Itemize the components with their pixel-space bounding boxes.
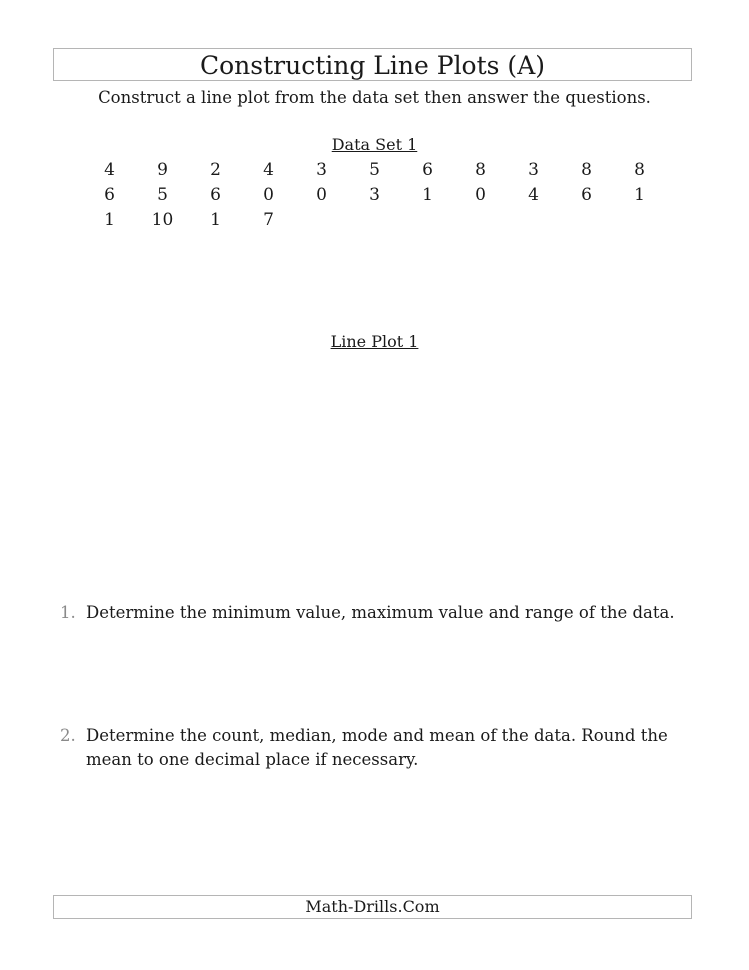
data-value: 3 xyxy=(316,160,327,180)
data-value: 10 xyxy=(151,210,174,230)
line-plot-heading: Line Plot 1 xyxy=(330,332,419,351)
data-value: 8 xyxy=(581,160,592,180)
data-value: 4 xyxy=(104,160,115,180)
question-text: Determine the minimum value, maximum value and range of the data. xyxy=(86,603,675,622)
data-value: 4 xyxy=(263,160,274,180)
data-value: 5 xyxy=(369,160,380,180)
data-value: 9 xyxy=(157,160,168,180)
data-value: 7 xyxy=(263,210,274,230)
data-value: 6 xyxy=(104,185,115,205)
question-1 xyxy=(60,601,680,625)
instructions: Construct a line plot from the data set then answer the questions. xyxy=(98,88,651,107)
data-value: 0 xyxy=(263,185,274,205)
data-value: 6 xyxy=(581,185,592,205)
data-value: 0 xyxy=(316,185,327,205)
data-value: 2 xyxy=(210,160,221,180)
data-value: 6 xyxy=(210,185,221,205)
question-2 xyxy=(60,724,680,772)
data-value: 3 xyxy=(528,160,539,180)
footer: Math-Drills.Com xyxy=(53,895,692,919)
data-value: 4 xyxy=(528,185,539,205)
data-value: 8 xyxy=(634,160,645,180)
data-value: 3 xyxy=(369,185,380,205)
title-box xyxy=(53,48,692,81)
data-set-heading: Data Set 1 xyxy=(331,135,418,154)
data-value: 1 xyxy=(210,210,221,230)
data-value: 5 xyxy=(157,185,168,205)
question-number: 1. xyxy=(60,603,76,622)
data-set-grid xyxy=(83,158,687,233)
data-value: 8 xyxy=(475,160,486,180)
page-title: Constructing Line Plots (A) xyxy=(200,51,545,80)
data-value: 1 xyxy=(422,185,433,205)
data-value: 1 xyxy=(634,185,645,205)
data-value: 1 xyxy=(104,210,115,230)
question-number: 2. xyxy=(60,726,76,745)
data-value: 6 xyxy=(422,160,433,180)
data-value: 0 xyxy=(475,185,486,205)
question-text: Determine the count, median, mode and mean of the data. Round the mean to one decimal place if necessary. xyxy=(86,726,668,769)
